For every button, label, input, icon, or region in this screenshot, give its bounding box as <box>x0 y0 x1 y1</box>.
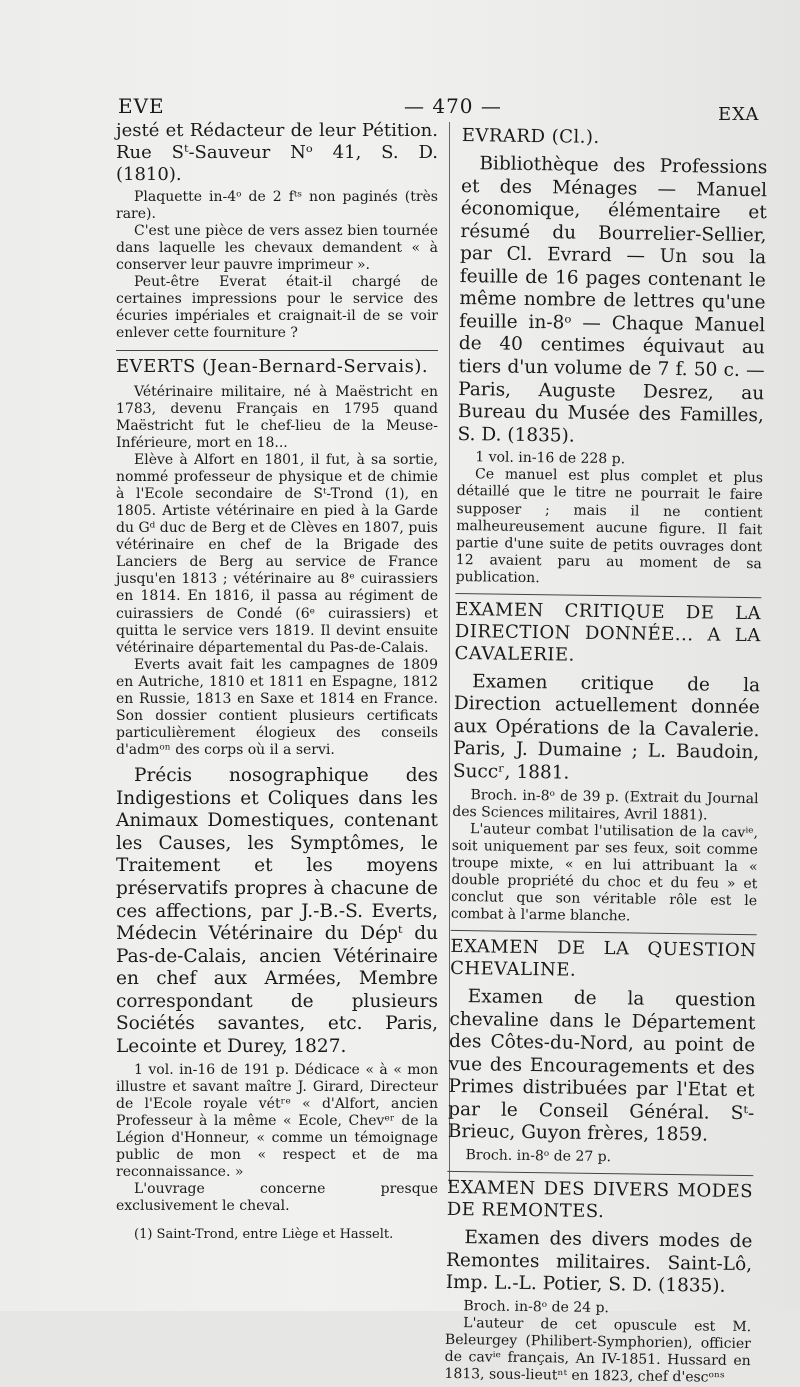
biography: Vétérinaire militaire, né à Maëstricht en 1783, devenu Français en 1795 quand Maëstricht fut le chef-lieu de la Meuse-Inférieure, mort en 18... <box>116 383 438 451</box>
commentary: Peut-être Everat était-il chargé de certaines impressions pour le service des écuries impériales et craignait-il de se voir enlever cette fourniture ? <box>116 274 438 342</box>
entry-heading-examen-critique: EXAMEN CRITIQUE DE LA DIRECTION DONNÉE... A LA CAVALERIE. <box>454 598 762 666</box>
bibliographic-note: Plaquette in-4ᵒ de 2 fᵗˢ non paginés (très rare). <box>116 188 438 222</box>
bibliographic-note: Broch. in-8ᵒ de 39 p. (Extrait du Journal des Sciences militaires, Avril 1881). <box>452 786 759 824</box>
biography: Everts avait fait les campagnes de 1809 en Autriche, 1810 et 1811 en Espagne, 1812 en Russie, 1813 en Saxe et 1814 en France. Son dossier contient plusieurs certificats particulièrement élogieux des conseils d'admᵒⁿ des corps où il a servi. <box>116 656 438 759</box>
book-title: Examen critique de la Direction actuellement donnée aux Opérations de la Cavalerie. Paris, J. Dumaine ; L. Baudoin, Succʳ, 1881. <box>452 670 761 784</box>
right-column <box>444 120 768 1387</box>
footnote: (1) Saint-Trond, entre Liège et Hasselt. <box>134 1227 394 1243</box>
commentary: Ce manuel est plus complet et plus détaillé que le titre ne pourrait le faire supposer ; mais il ne contient malheureusement aucune figure. Il fait partie d'une suite de petits ouvrages dont 12 avaient paru au moment de sa publication. <box>455 466 764 586</box>
commentary: L'auteur combat l'utilisation de la cavⁱᵉ, soit uniquement par ses feux, soit comme troupe mixte, « en lui attribuant la « double propriété du choc et du feu » et conclut que son véritable rôle est le combat à l'arme blanche. <box>450 820 759 925</box>
page-number: — 470 — <box>404 94 502 118</box>
commentary: C'est une pièce de vers assez bien tournée dans laquelle les chevaux demandent « à conserver leur pauvre imprimeur ». <box>116 223 438 274</box>
commentary: L'auteur de cet opuscule est M. Beleurgey (Philibert-Symphorien), officier de cavⁱᵉ français, An IV-1851. Hussard en 1813, sous-lieutⁿᵗ en 1823, chef d'escᵒⁿˢ <box>444 1314 752 1386</box>
bibliographic-note: 1 vol. in-16 de 228 p. <box>475 449 626 468</box>
running-head-right: EXA <box>718 104 760 125</box>
bibliographic-note: Broch. in-8ᵒ de 27 p. <box>465 1147 612 1166</box>
commentary: L'ouvrage concerne presque exclusivement le cheval. <box>116 1181 438 1215</box>
entry-rule <box>451 930 757 935</box>
running-head-left: EVE <box>118 94 165 118</box>
entry-rule <box>116 350 438 351</box>
book-title: Bibliothèque des Professions et des Ménages — Manuel économique, élémentaire et résumé du Bourrelier-Sellier, par Cl. Evrard — Un sou la feuille de 16 pages contenant le même nombre de lettres qu'une feuille in-8ᵒ — Chaque Manuel de 40 centimes équivaut au tiers d'un volume de 7 f. 50 c. — Paris, Auguste Desrez, au Bureau du Musée des Familles, S. D. (1835). <box>457 153 768 447</box>
entry-heading-everts: EVERTS (Jean-Bernard-Servais). <box>116 355 429 377</box>
biography: Elève à Alfort en 1801, il fut, à sa sortie, nommé professeur de physique et de chimie à l'Ecole secondaire de Sᵗ-Trond (1), en 1805. Artiste vétérinaire en pied à la Garde du Gᵈ duc de Berg et de Clèves en 1807, puis vétérinaire en chef de la Brigade des Lanciers de Berg au service de France jusqu'en 1813 ; vétérinaire au 8ᵉ cuirassiers en 1814. En 1816, il passa au régiment de cuirassiers de Condé (6ᵉ cuirassiers) et quitta le service vers 1819. Il devint ensuite vétérinaire départemental du Pas-de-Calais. <box>116 451 438 656</box>
left-column <box>116 120 438 1243</box>
bibliographic-note: 1 vol. in-16 de 191 p. Dédicace « à « mon illustre et savant maître J. Girard, Directeur de l'Ecole royale vétʳᵉ « d'Alfort, ancien Professeur à la même « Ecole, Chevᵉʳ de la Légion d'Honneur, « comme un témoignage public de mon « respect et de ma reconnaissance. » <box>116 1061 438 1181</box>
book-title: Examen de la question chevaline dans le Département des Côtes-du-Nord, au point de vue des Encouragements et des Primes distribuées par l'Etat et par le Conseil Général. Sᵗ-Brieuc, Guyon frères, 1859. <box>447 986 756 1147</box>
entry-heading-remontes: EXAMEN DES DIVERS MODES DE REMONTES. <box>446 1177 754 1223</box>
entry-rule <box>455 593 761 598</box>
book-title: Précis nosographique des Indigestions et Coliques dans les Animaux Domestiques, contenant les Causes, les Symptômes, le Traitement et les moyens préservatifs propres à chacune de ces affections, par J.-B.-S. Everts, Médecin Vétérinaire du Dépᵗ du Pas-de-Calais, ancien Vétérinaire en chef aux Armées, Membre correspondant de plusieurs Sociétés savantes, etc. Paris, Lecointe et Durey, 1827. <box>116 765 438 1057</box>
bibliographic-note: Broch. in-8ᵒ de 24 p. <box>463 1297 610 1316</box>
entry-heading-evrard: EVRARD (Cl.). <box>461 124 600 148</box>
entry-rule <box>447 1171 753 1176</box>
entry-heading-question-chevaline: EXAMEN DE LA QUESTION CHEVALINE. <box>450 936 757 981</box>
book-title: Examen des divers modes de Remontes militaires. Saint-Lô, Imp. L.-L. Potier, S. D. (1835). <box>445 1227 753 1297</box>
text-continuation: jesté et Rédacteur de leur Pétition. Rue Sᵗ-Sauveur Nᵒ 41, S. D. (1810). <box>116 120 438 185</box>
